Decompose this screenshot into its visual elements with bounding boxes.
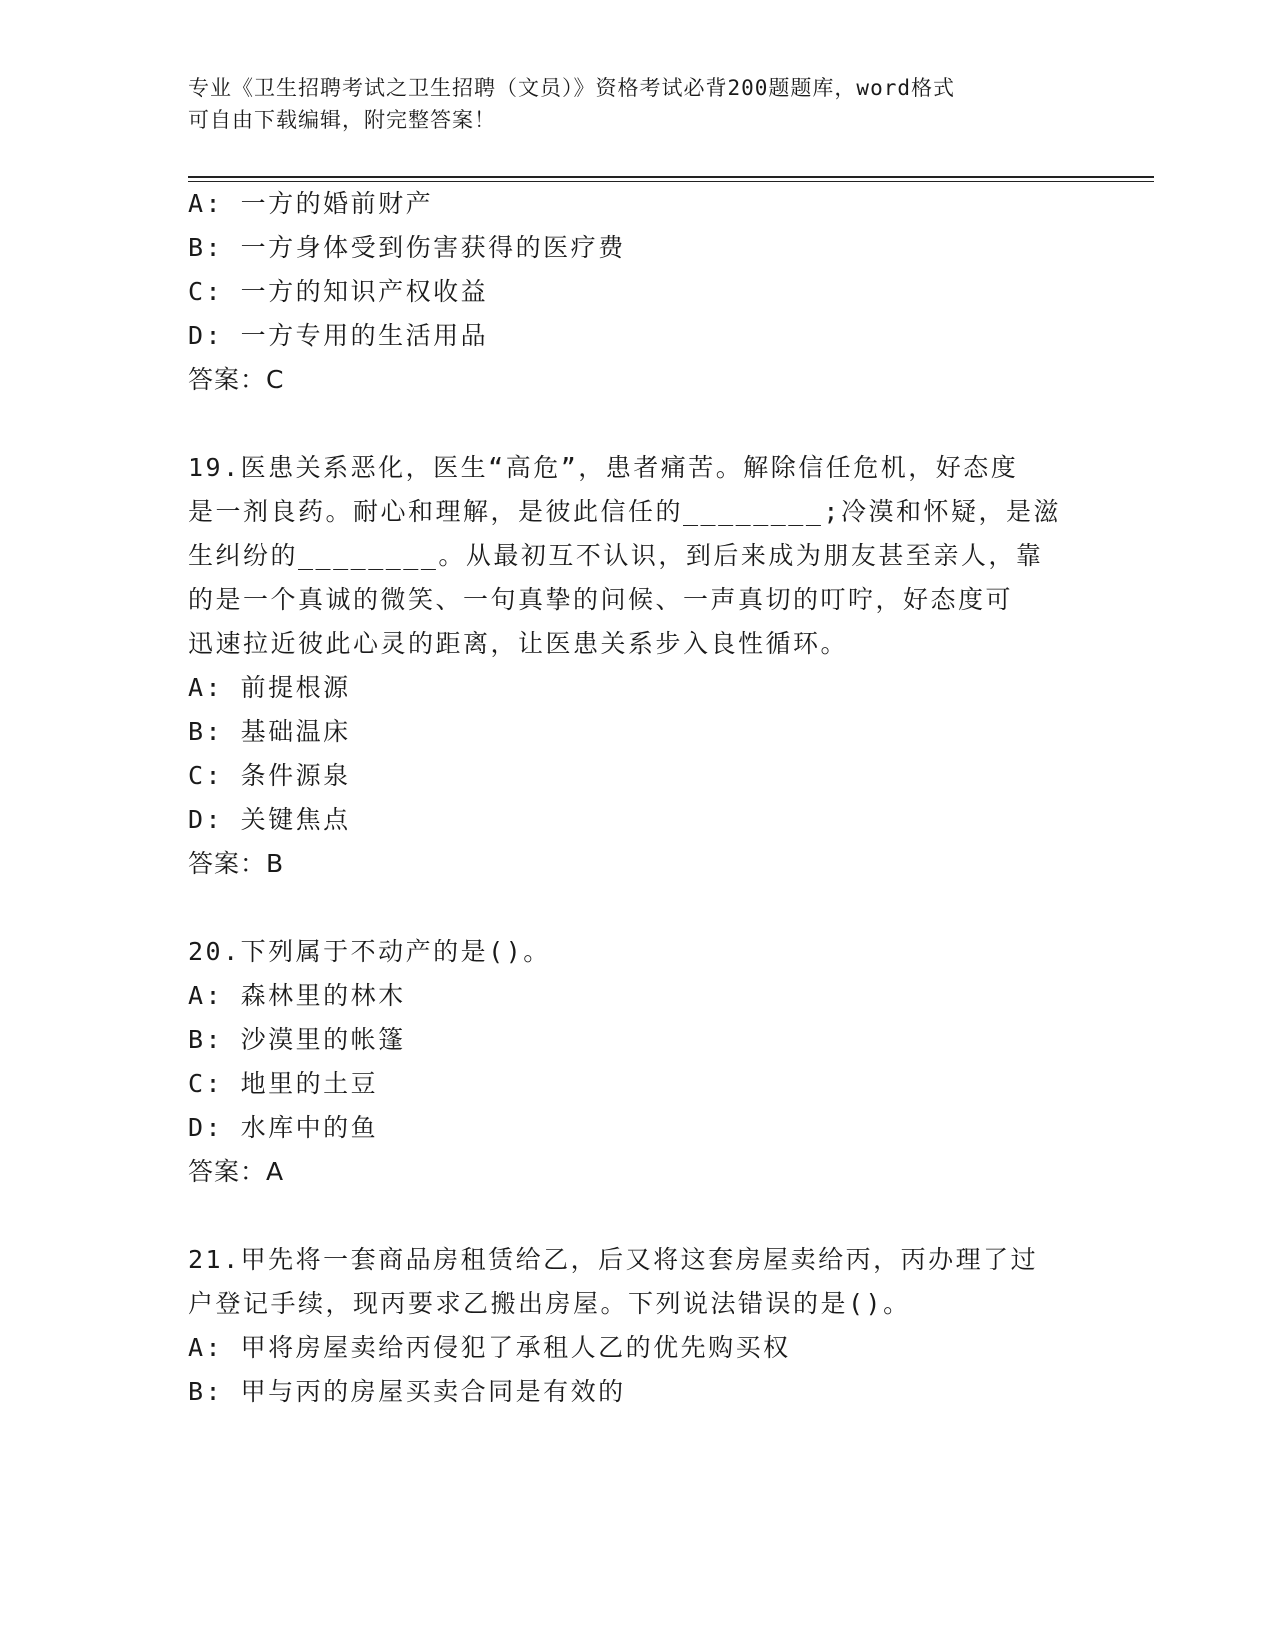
q18-option-c: C: 一方的知识产权收益 bbox=[188, 277, 489, 306]
q21-option-b: B: 甲与丙的房屋买卖合同是有效的 bbox=[188, 1377, 626, 1406]
q19-stem-line-2: 是一剂良药。耐心和理解，是彼此信任的________;冷漠和怀疑，是滋 bbox=[188, 497, 1061, 526]
q19-stem-line-1: 19.医患关系恶化，医生“高危”，患者痛苦。解除信任危机，好态度 bbox=[188, 453, 1019, 482]
header-line-2: 可自由下载编辑，附完整答案！ bbox=[188, 108, 496, 132]
q20-option-d: D: 水库中的鱼 bbox=[188, 1113, 379, 1142]
q21-stem-line-1: 21.甲先将一套商品房租赁给乙，后又将这套房屋卖给丙，丙办理了过 bbox=[188, 1245, 1039, 1274]
q20-stem: 20.下列属于不动产的是()。 bbox=[188, 937, 551, 966]
q19-option-b: B: 基础温床 bbox=[188, 717, 351, 746]
q18-option-b: B: 一方身体受到伤害获得的医疗费 bbox=[188, 233, 626, 262]
q19-option-a: A: 前提根源 bbox=[188, 673, 351, 702]
header-divider bbox=[188, 176, 1154, 182]
q19-option-d: D: 关键焦点 bbox=[188, 805, 351, 834]
document-header bbox=[188, 72, 1068, 136]
header-line-1: 专业《卫生招聘考试之卫生招聘（文员）》资格考试必背200题题库，word格式 bbox=[188, 76, 955, 100]
q20-option-b: B: 沙漠里的帐篷 bbox=[188, 1025, 406, 1054]
q18-answer: 答案：C bbox=[188, 365, 285, 394]
q19-stem-line-3: 生纠纷的________。从最初互不认识，到后来成为朋友甚至亲人，靠 bbox=[188, 541, 1044, 570]
q19-stem-line-4: 的是一个真诚的微笑、一句真挚的问候、一声真切的叮咛，好态度可 bbox=[188, 585, 1014, 614]
q20-option-a: A: 森林里的林木 bbox=[188, 981, 406, 1010]
q19-stem-line-5: 迅速拉近彼此心灵的距离，让医患关系步入良性循环。 bbox=[188, 629, 849, 658]
q20-answer: 答案：A bbox=[188, 1157, 285, 1186]
q18-option-a: A: 一方的婚前财产 bbox=[188, 189, 434, 218]
q19-option-c: C: 条件源泉 bbox=[188, 761, 351, 790]
q19-answer: 答案：B bbox=[188, 849, 285, 878]
q20-option-c: C: 地里的土豆 bbox=[188, 1069, 379, 1098]
q18-option-d: D: 一方专用的生活用品 bbox=[188, 321, 489, 350]
q21-option-a: A: 甲将房屋卖给丙侵犯了承租人乙的优先购买权 bbox=[188, 1333, 791, 1362]
q21-stem-line-2: 户登记手续，现丙要求乙搬出房屋。下列说法错误的是()。 bbox=[188, 1289, 911, 1318]
